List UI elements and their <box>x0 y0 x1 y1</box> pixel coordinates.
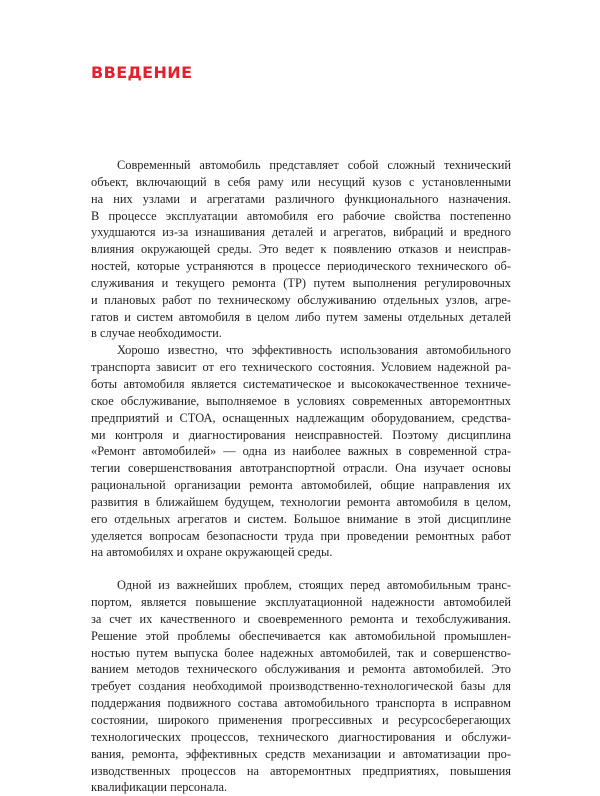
chapter-title: ВВЕДЕНИЕ <box>91 63 193 82</box>
text-line: боты автомобиля является систематическое и высококачественное техниче- <box>91 376 511 391</box>
text-line: развития в ближайшем будущем, технологии ремонта автомобиля в целом, <box>91 494 511 509</box>
text-line: поддержания подвижного состава автомобильного транспорта в исправном <box>91 696 511 711</box>
text-line: Решение этой проблемы обеспечивается как автомобильной промышлен- <box>91 628 511 643</box>
text-line: квалификации персонала. <box>91 780 228 795</box>
text-line: предприятий и СТОА, оснащенных надлежащим оборудованием, средства- <box>91 410 511 425</box>
paragraph-3 <box>91 577 511 796</box>
text-line: служивания и текущего ремонта (ТР) путем выполнения регулировочных <box>91 275 511 290</box>
text-line: влияния окружающей среды. Это ведет к появлению отказов и неисправ- <box>91 242 511 257</box>
text-line: ухудшаются из-за изнашивания деталей и агрегатов, вибраций и вредного <box>91 225 511 240</box>
text-line: объект, включающий в себя раму или несущий кузов с установленными <box>91 174 511 189</box>
text-line: вания, ремонта, эффективных средств механизации и автоматизации про- <box>91 746 511 761</box>
body-text <box>91 157 511 796</box>
text-line: Одной из важнейших проблем, стоящих перед автомобильным транс- <box>117 578 511 593</box>
text-line: на автомобилях и охране окружающей среды. <box>91 545 333 560</box>
text-line: гатов и систем автомобиля в целом либо путем замены отдельных деталей <box>91 309 511 324</box>
text-line: ванием методов технического обслуживания и ремонта автомобилей. Это <box>91 662 511 677</box>
text-line: ское обслуживание, выполняемое в условиях современных авторемонтных <box>91 393 511 408</box>
paragraph-2 <box>91 342 511 561</box>
text-line: рациональной организации ремонта автомобилей, общие направления их <box>91 478 511 493</box>
text-line: ностью путем выпуска более надежных автомобилей, так и совершенство- <box>91 645 511 660</box>
text-line: Современный автомобиль представляет собой сложный технический <box>117 158 511 172</box>
paragraph-1 <box>91 157 511 342</box>
text-line: уделяется вопросам безопасности труда при проведении ремонтных работ <box>91 528 511 543</box>
text-line: транспорта зависит от его технического состояния. Условием надежной ра- <box>91 360 511 375</box>
text-line: «Ремонт автомобилей» — одна из наиболее важных в современной стра- <box>91 444 511 459</box>
text-line: портом, является повышение эксплуатационной надежности автомобилей <box>91 595 511 610</box>
text-line: В процессе эксплуатации автомобиля его рабочие свойства постепенно <box>91 208 511 223</box>
text-line: технологических процессов, технического диагностирования и обслужи- <box>91 729 511 744</box>
text-line: Хорошо известно, что эффективность использования автомобильного <box>117 343 511 358</box>
text-line: требует создания необходимой производственно-технологической базы для <box>91 679 511 694</box>
text-line: ностей, которые устраняются в процессе периодического технического об- <box>91 259 511 274</box>
text-line: и плановых работ по техническому обслуживанию отдельных узлов, агре- <box>91 292 511 307</box>
text-line: его отдельных агрегатов и систем. Большое внимание в этой дисциплине <box>91 511 511 526</box>
text-line: в случае необходимости. <box>91 326 222 341</box>
text-line: ми контроля и диагностирования неисправностей. Поэтому дисциплина <box>91 427 511 442</box>
text-line: состоянии, широкого применения прогрессивных и ресурсосберегающих <box>91 713 511 727</box>
text-line: за счет их качественного и своевременного ремонта и техобслуживания. <box>91 611 511 626</box>
text-line: тегии совершенствования автотранспортной отрасли. Она изучает основы <box>91 461 511 476</box>
text-line: изводственных процессов на авторемонтных предприятиях, повышения <box>91 763 511 778</box>
text-line: на них узлами и агрегатами различного функционального назначения. <box>91 191 511 206</box>
